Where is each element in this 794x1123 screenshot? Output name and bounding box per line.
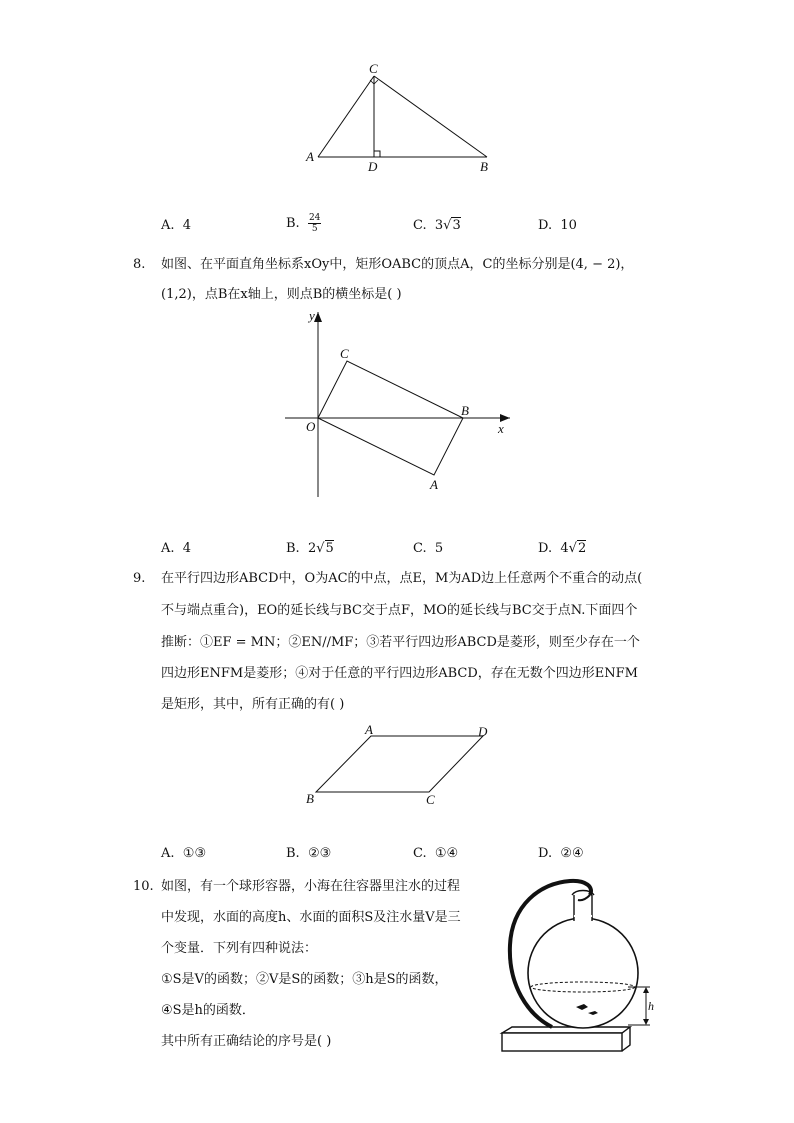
q10-stem-line-6: 其中所有正确结论的序号是( ) <box>161 1034 332 1049</box>
q9-option-c[interactable] <box>413 846 458 862</box>
q8-option-d[interactable]: D. 4√2 <box>538 541 587 556</box>
option-value: ②③ <box>307 846 332 861</box>
q8-label-o: O <box>306 419 316 434</box>
q9-option-a[interactable] <box>161 846 206 862</box>
q8-number: 8. <box>133 257 146 272</box>
q9-option-d[interactable] <box>538 846 584 862</box>
q10-stem-line-5: ④S是h的函数． <box>161 1003 255 1018</box>
option-letter: D. <box>538 541 553 556</box>
q8-label-x: x <box>498 421 504 436</box>
sqrt-sign: √ <box>316 541 325 556</box>
q7-label-d: D <box>368 159 378 174</box>
q7-option-c[interactable]: C. 3√3 <box>413 218 461 233</box>
option-letter: C. <box>413 218 427 233</box>
q10-number: 10. <box>133 879 154 894</box>
q8-stem-line-1: 如图、在平面直角坐标系xOy中，矩形OABC的顶点A，C的坐标分别是(4, − 2)， <box>161 257 634 272</box>
q8-label-c: C <box>340 346 349 361</box>
q8-coordinate-figure <box>0 300 794 510</box>
q9-label-b: B <box>306 791 314 806</box>
q9-label-a: A <box>365 722 373 737</box>
q7-triangle-figure <box>0 0 794 200</box>
option-value: 4 <box>182 541 192 556</box>
option-value: ①④ <box>434 846 459 861</box>
sqrt-sign: √ <box>568 541 577 556</box>
q7-label-c: C <box>369 61 378 76</box>
option-value: 5 <box>434 541 444 556</box>
q10-stem-line-3: 个变量．下列有四种说法： <box>161 941 318 956</box>
q9-parallelogram-figure <box>0 720 794 810</box>
option-letter: D. <box>538 846 553 861</box>
q9-label-d: D <box>478 724 488 739</box>
option-letter: B. <box>286 216 300 231</box>
q9-stem-line-5: 是矩形，其中，所有正确的有( ) <box>161 697 345 712</box>
q10-spherical-container-figure <box>490 865 654 1065</box>
q8-label-a: A <box>430 477 438 492</box>
q10-stem-line-4: ①S是V的函数；②V是S的函数；③h是S的函数， <box>161 972 448 987</box>
q9-number: 9. <box>133 571 146 586</box>
q8-option-c[interactable] <box>413 541 443 557</box>
fraction: $\frac{24}{5}$ <box>308 213 321 234</box>
option-letter: A. <box>161 218 175 233</box>
option-value: ①③ <box>182 846 207 861</box>
q9-stem-line-4: 四边形ENFM是菱形；④对于任意的平行四边形ABCD，存在无数个四边形ENFM <box>161 666 638 681</box>
q7-label-b: B <box>480 159 488 174</box>
q7-label-a: A <box>306 149 314 164</box>
option-value: ②④ <box>560 846 584 861</box>
option-value: 10 <box>560 218 577 233</box>
q7-option-b[interactable] <box>286 213 321 234</box>
option-letter: A. <box>161 541 175 556</box>
option-value: 4 <box>182 218 192 233</box>
q9-stem-line-3: 推断：①EF = MN；②EN//MF；③若平行四边形ABCD是菱形，则至少存在一个 <box>161 635 640 650</box>
q7-option-d[interactable] <box>538 218 577 234</box>
option-letter: C. <box>413 541 427 556</box>
option-letter: B. <box>286 846 300 861</box>
q10-label-h: h <box>648 999 654 1013</box>
q8-stem-line-2: (1,2)，点B在x轴上，则点B的横坐标是( ) <box>161 287 402 302</box>
q9-stem-line-2: 不与端点重合)，EO的延长线与BC交于点F，MO的延长线与BC交于点N.下面四个 <box>161 603 638 618</box>
option-letter: C. <box>413 846 427 861</box>
q8-option-a[interactable] <box>161 541 191 557</box>
q8-label-b: B <box>461 403 469 418</box>
q9-label-c: C <box>426 792 435 807</box>
sqrt-sign: √ <box>443 218 452 233</box>
option-letter: D. <box>538 218 553 233</box>
q7-option-a[interactable] <box>161 218 191 234</box>
q10-stem-line-2: 中发现，水面的高度h、水面的面积S及注水量V是三 <box>161 910 461 925</box>
q9-option-b[interactable] <box>286 846 331 862</box>
option-letter: A. <box>161 846 175 861</box>
q10-stem-line-1: 如图，有一个球形容器，小海在往容器里注水的过程 <box>161 879 461 894</box>
q9-stem-line-1: 在平行四边形ABCD中，O为AC的中点，点E，M为AD边上任意两个不重合的动点( <box>161 571 643 586</box>
option-letter: B. <box>286 541 300 556</box>
q8-option-b[interactable]: B. 2√5 <box>286 541 334 556</box>
q8-label-y: y <box>309 308 315 323</box>
